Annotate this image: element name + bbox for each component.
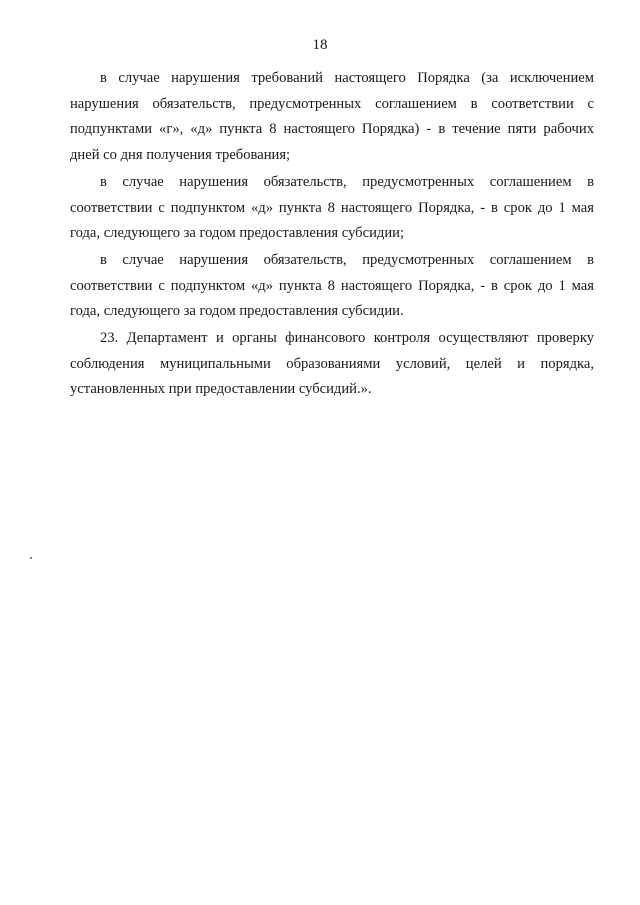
text-line: в случае нарушения обязательств, предусмотренных соглашением в [100, 174, 594, 190]
text-line: 23. Департамент и органы финансового контроля осуществляют проверку [100, 330, 594, 346]
text-line: года, следующего за годом предоставления субсидии. [70, 303, 404, 319]
paragraph-item-23 [70, 326, 594, 403]
paragraph-violation-requirements [70, 66, 594, 168]
paragraph-violation-obligations-1 [70, 170, 594, 247]
text-line: установленных при предоставлении субсидий.». [70, 381, 372, 397]
text-line: в случае нарушения требований настоящего Порядка (за исключением [100, 70, 594, 86]
text-line: соответствии с подпунктом «д» пункта 8 настоящего Порядка, - в срок до 1 мая [70, 277, 594, 294]
text-line: соблюдения муниципальными образованиями условий, целей и порядка, [70, 355, 594, 372]
paragraph-violation-obligations-2 [70, 248, 594, 325]
text-line: соответствии с подпунктом «д» пункта 8 настоящего Порядка, - в срок до 1 мая [70, 199, 594, 216]
text-line: нарушения обязательств, предусмотренных соглашением в соответствии с [70, 95, 594, 112]
text-line: подпунктами «г», «д» пункта 8 настоящего Порядка) - в течение пяти рабочих [70, 121, 594, 137]
page-number: 18 [312, 37, 328, 53]
text-line: года, следующего за годом предоставления субсидии; [70, 225, 404, 241]
scan-speck [30, 557, 32, 559]
text-line: дней со дня получения требования; [70, 146, 291, 163]
text-line: в случае нарушения обязательств, предусмотренных соглашением в [100, 252, 594, 268]
